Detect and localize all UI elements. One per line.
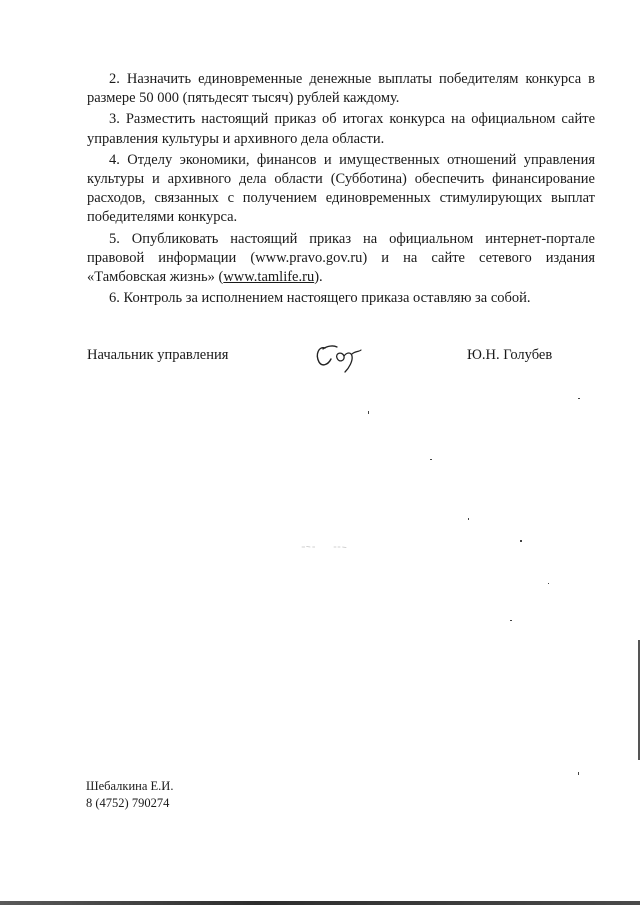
scan-speck [510, 620, 512, 621]
paragraph-4: 4. Отделу экономики, финансов и имущественных отношений управления культуры и архивного дела области (Субботина) обеспечить финансирование расходов, связанных с получением единовременных стимулирующих выплат победителями конкурса. [87, 151, 595, 226]
scan-speck [368, 411, 369, 414]
paragraph-6: 6. Контроль за исполнением настоящего приказа оставляю за собой. [109, 290, 531, 307]
executor-block [86, 778, 173, 812]
scan-speck [578, 398, 580, 399]
signatory-name: Ю.Н. Голубев [467, 347, 553, 363]
scan-speck [548, 583, 549, 584]
tamlife-link[interactable]: www.tamlife.ru [223, 269, 315, 286]
document-body [87, 70, 595, 310]
scan-speck [468, 518, 469, 520]
scan-speck [430, 459, 432, 460]
executor-name: Шебалкина Е.И. [86, 779, 174, 793]
paragraph-5-end: ). [314, 269, 323, 286]
handwritten-signature [311, 340, 367, 374]
paragraph-5-text: 5. Опубликовать настоящий приказ на официальном интернет-портале правовой информации (www.pravo.gov.ru) и на сайте сетевого издания «Тамбовская жизнь» ( [87, 230, 595, 286]
executor-phone: 8 (4752) 790274 [86, 796, 170, 810]
scan-edge-bottom [0, 901, 640, 905]
paragraph-5 [87, 230, 595, 288]
paragraph-3: 3. Разместить настоящий приказ об итогах конкурса на официальном сайте управления культуры и архивного дела области. [87, 111, 595, 147]
scan-speck [578, 772, 579, 775]
signature-block [87, 344, 595, 374]
scan-dash-artifact [255, 546, 395, 548]
paragraph-2: 2. Назначить единовременные денежные выплаты победителям конкурса в размере 50 000 (пятьдесят тысяч) рублей каждому. [87, 71, 595, 107]
signatory-title: Начальник управления [87, 347, 229, 363]
scan-speck [520, 540, 522, 542]
